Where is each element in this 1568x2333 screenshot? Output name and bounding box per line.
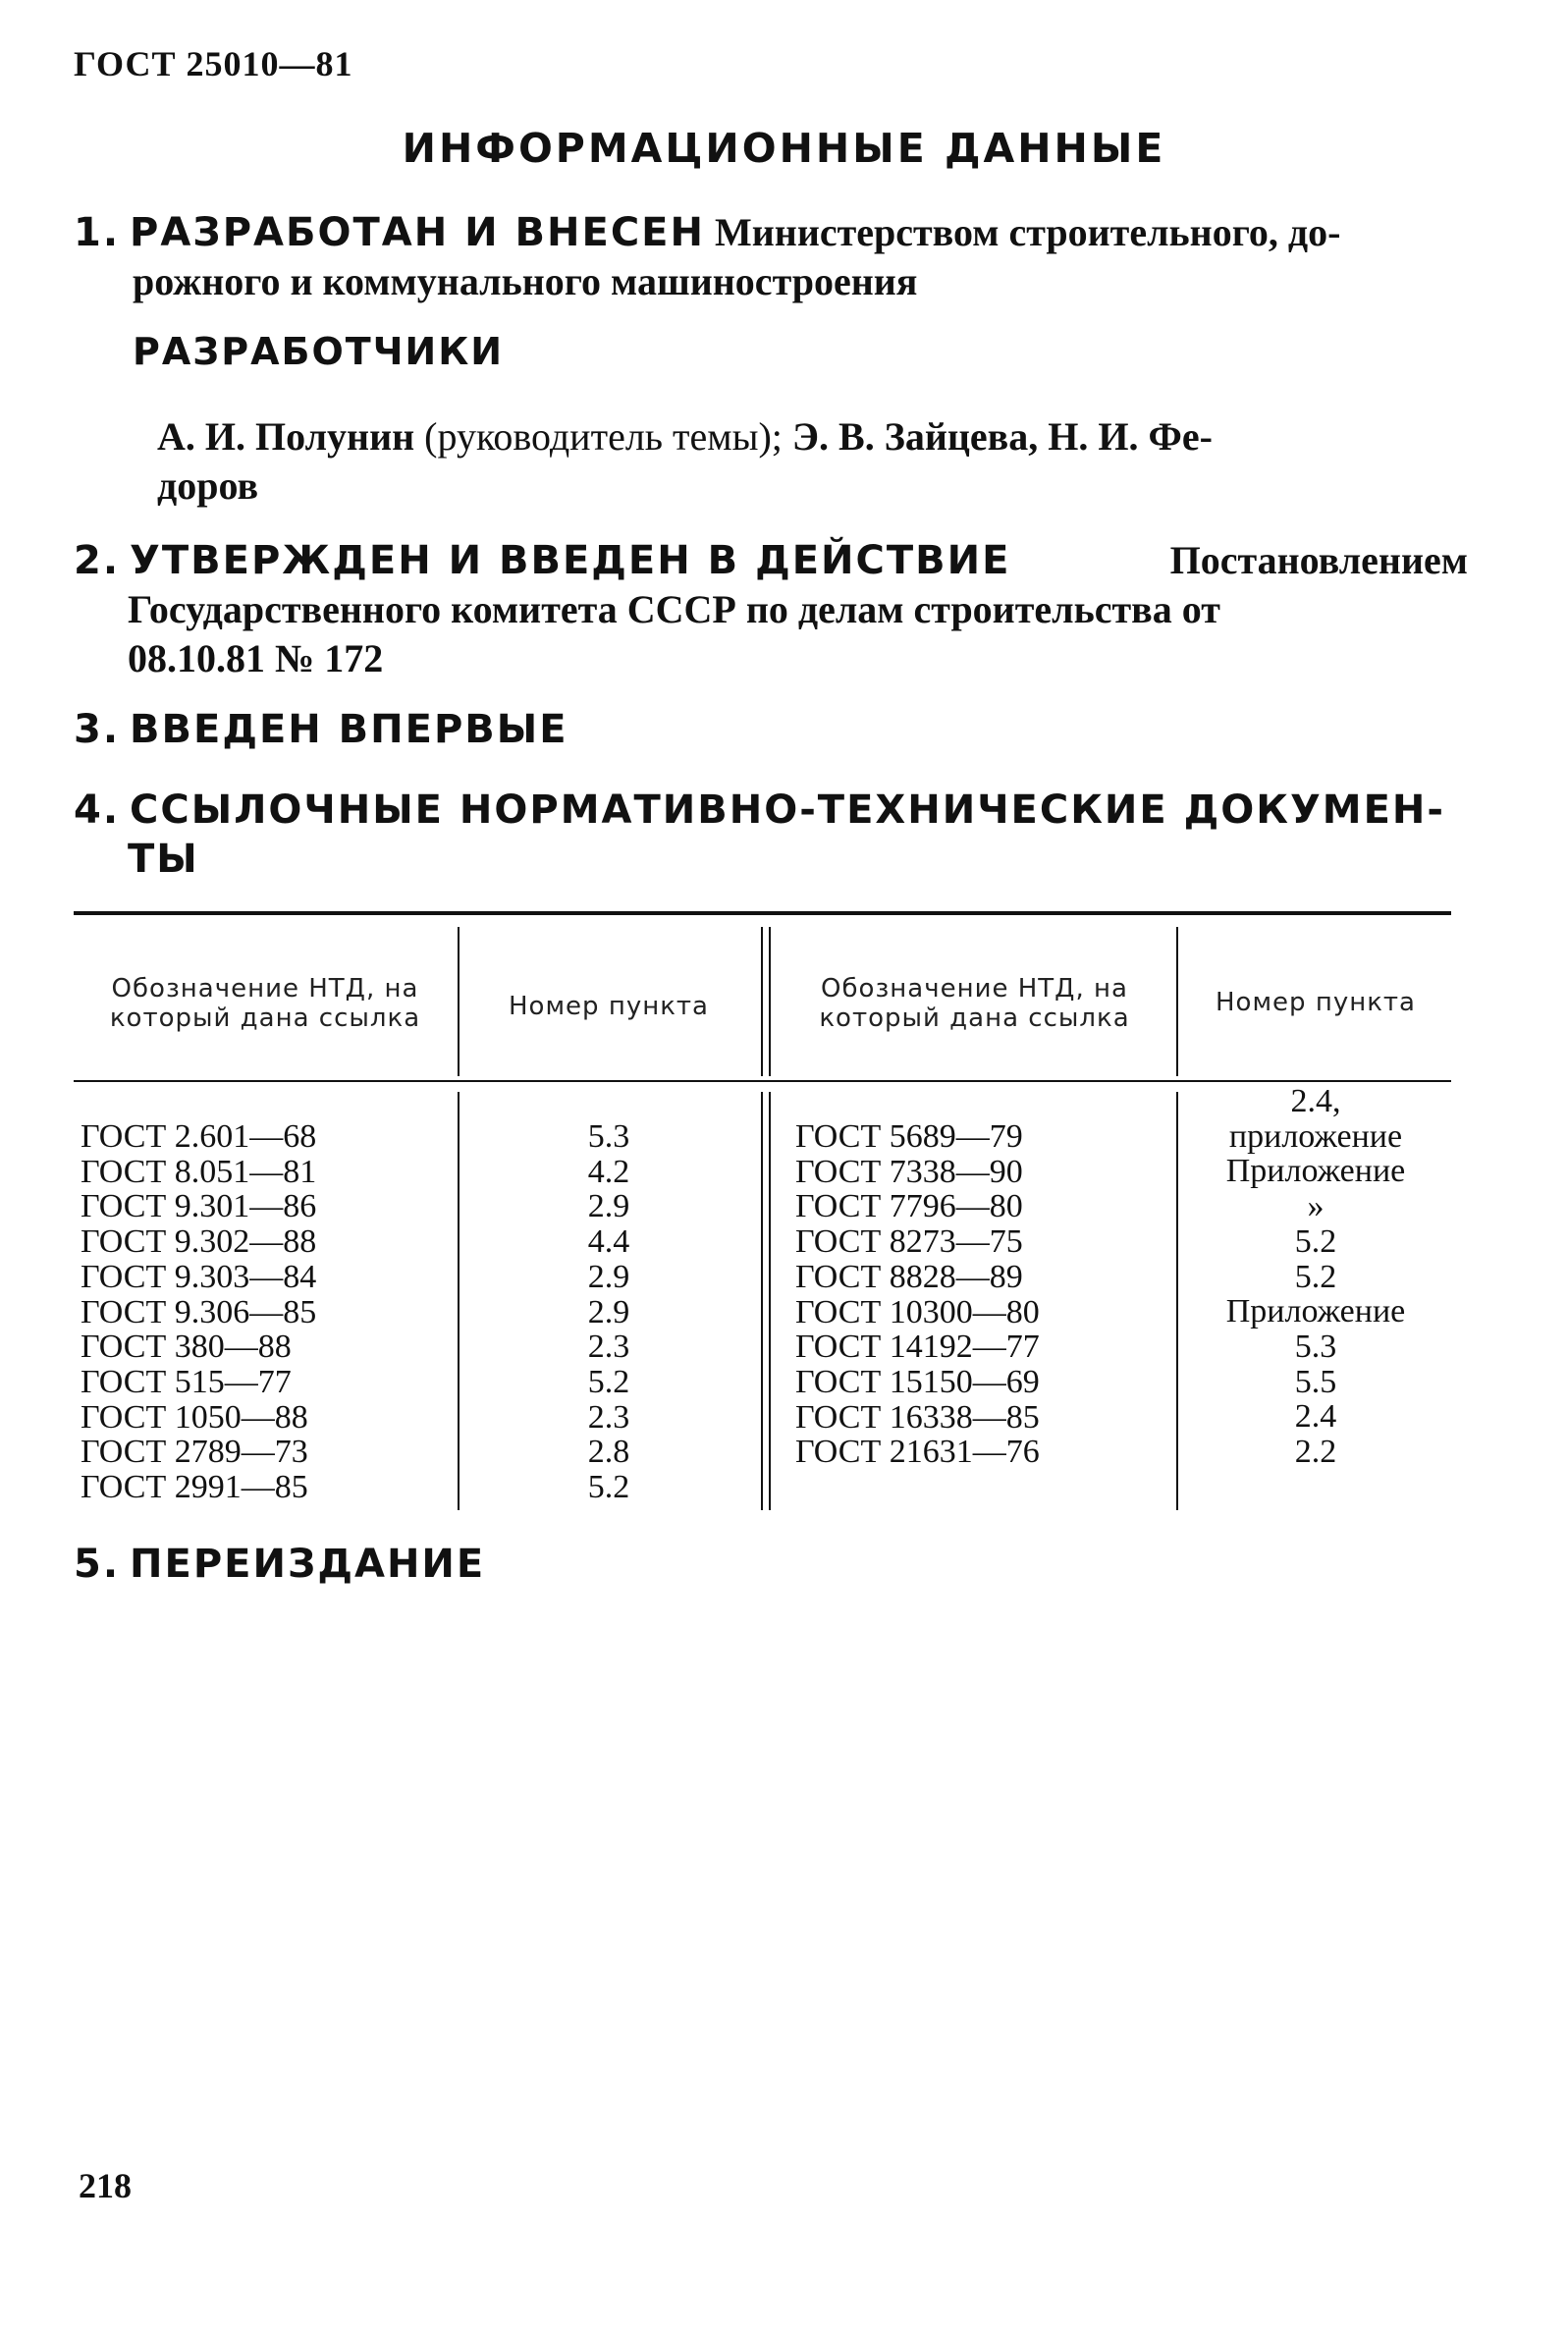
table-cell-doc: ГОСТ 9.306—85 [81, 1293, 317, 1330]
table-cell-doc: ГОСТ 14192—77 [795, 1329, 1040, 1366]
table-cell-clause: 5.2 [587, 1363, 630, 1400]
table-cell-clause: 5.2 [1294, 1222, 1337, 1260]
left-docs-column [81, 1119, 316, 1505]
table-cell-clause: 5.5 [1294, 1363, 1337, 1400]
table-cell-clause: 2.4 [1294, 1398, 1337, 1436]
header-doc-left-line1: Обозначение НТД, на [111, 974, 419, 1004]
section-4 [74, 786, 1468, 884]
section-1 [74, 208, 1468, 306]
table-cell-doc: ГОСТ 7796—80 [795, 1188, 1023, 1225]
table-divider-1 [458, 927, 460, 1076]
section-4-number: 4. [74, 787, 121, 833]
table-cell-clause: 5.3 [1294, 1328, 1337, 1365]
table-cell-doc: ГОСТ 8273—75 [795, 1223, 1023, 1261]
table-cell-doc: ГОСТ 2991—85 [81, 1469, 308, 1506]
table-cell-doc: ГОСТ 7338—90 [795, 1153, 1023, 1190]
table-cell-clause: 2.9 [587, 1293, 630, 1330]
table-cell-clause: 2.3 [587, 1329, 630, 1366]
table-cell-doc: ГОСТ 15150—69 [795, 1363, 1040, 1400]
table-cell-clause: 5.2 [1294, 1258, 1337, 1295]
table-cell-clause: 2.4, [1290, 1083, 1341, 1119]
table-divider-2a [761, 927, 763, 1076]
section-4-heading-line2: ТЫ [128, 837, 199, 882]
table-cell-clause: Приложение [1225, 1293, 1406, 1330]
authors-others: Э. В. Зайцева, Н. И. Фе- [791, 414, 1213, 459]
table-cell-clause: 2.8 [587, 1434, 630, 1471]
section-5-heading: ПЕРЕИЗДАНИЕ [130, 1542, 486, 1587]
table-cell-doc: ГОСТ 2.601—68 [81, 1118, 317, 1155]
section-5 [74, 1540, 485, 1589]
section-3 [74, 705, 568, 754]
header-doc-left-line2: который дана ссылка [109, 1004, 421, 1033]
header-doc-right [776, 974, 1173, 1033]
table-cell-doc: ГОСТ 9.303—84 [81, 1258, 317, 1295]
table-cell-doc: ГОСТ 9.302—88 [81, 1223, 317, 1261]
table-cell-doc: ГОСТ 515—77 [81, 1363, 292, 1400]
section-5-number: 5. [74, 1542, 121, 1587]
table-divider-2b [769, 927, 771, 1076]
table-cell-clause: приложение [1228, 1117, 1403, 1155]
table-cell-clause: 2.3 [587, 1398, 630, 1436]
table-cell-doc: ГОСТ 2789—73 [81, 1434, 308, 1471]
header-clause-left: Номер пункта [508, 992, 709, 1021]
table-cell-doc: ГОСТ 5689—79 [795, 1118, 1023, 1155]
section-4-heading-line1: ССЫЛОЧНЫЕ НОРМАТИВНО-ТЕХНИЧЕСКИЕ ДОКУМЕН- [130, 787, 1445, 833]
table-cell-clause: 5.2 [587, 1469, 630, 1506]
table-cell-clause: 2.9 [587, 1188, 630, 1225]
table-divider-1b [458, 1092, 460, 1510]
section-1-heading: РАЗРАБОТАН И ВНЕСЕН [130, 210, 705, 255]
table-cell-clause: » [1307, 1188, 1325, 1225]
table-cell-doc: ГОСТ 21631—76 [795, 1434, 1040, 1471]
author-role: (руководитель темы); [414, 414, 792, 459]
section-2-text-line3: 08.10.81 № 172 [128, 636, 384, 680]
section-1-number: 1. [74, 210, 121, 255]
table-cell-doc: ГОСТ 1050—88 [81, 1398, 308, 1436]
header-doc-right-line2: который дана ссылка [819, 1004, 1130, 1033]
section-2 [74, 536, 1468, 683]
header-clause-right: Номер пункта [1215, 988, 1416, 1017]
section-2-number: 2. [74, 538, 121, 583]
table-cell-doc: ГОСТ 8.051—81 [81, 1153, 317, 1190]
table-cell-doc: ГОСТ 16338—85 [795, 1398, 1040, 1436]
developers-list [157, 412, 1453, 511]
table-top-rule [74, 911, 1451, 915]
developers-heading: РАЗРАБОТЧИКИ [133, 330, 505, 373]
table-cell-doc: ГОСТ 380—88 [81, 1329, 292, 1366]
table-divider-2d [769, 1092, 771, 1510]
left-clauses-column [461, 1119, 756, 1505]
table-cell-clause: 4.4 [587, 1223, 630, 1261]
table-divider-3 [1176, 927, 1178, 1076]
table-cell-clause: 5.3 [587, 1118, 630, 1155]
section-2-text-line1: Постановлением [1169, 538, 1468, 582]
authors-line2: доров [157, 463, 259, 508]
page-title: ИНФОРМАЦИОННЫЕ ДАННЫЕ [402, 125, 1166, 172]
header-doc-left [79, 974, 452, 1033]
right-docs-column [795, 1119, 1040, 1470]
section-1-text-line2: рожного и коммунального машиностроения [133, 259, 918, 303]
table-cell-clause: 4.2 [587, 1153, 630, 1190]
table-cell-clause: Приложение [1225, 1153, 1406, 1190]
document-code-header: ГОСТ 25010—81 [74, 44, 353, 83]
author-polunin: А. И. Полунин [157, 414, 415, 459]
table-cell-clause: 2.2 [1294, 1434, 1337, 1471]
table-cell-doc: ГОСТ 10300—80 [795, 1293, 1040, 1330]
table-cell-clause: 2.9 [587, 1258, 630, 1295]
table-divider-3b [1176, 1092, 1178, 1510]
section-2-text-line2: Государственного комитета СССР по делам строительства от [128, 587, 1220, 631]
table-cell-doc: ГОСТ 8828—89 [795, 1258, 1023, 1295]
table-cell-doc: ГОСТ 9.301—86 [81, 1188, 317, 1225]
section-3-heading: ВВЕДЕН ВПЕРВЫЕ [130, 707, 568, 752]
section-1-text-line1: Министерством строительного, до- [714, 210, 1341, 254]
page-number: 218 [79, 2166, 132, 2205]
right-clauses-column [1180, 1084, 1451, 1470]
section-2-heading: УТВЕРЖДЕН И ВВЕДЕН В ДЕЙСТВИЕ [130, 538, 1011, 583]
header-doc-right-line1: Обозначение НТД, на [821, 974, 1128, 1004]
table-divider-2c [761, 1092, 763, 1510]
section-3-number: 3. [74, 707, 121, 752]
table-header-rule [74, 1080, 1451, 1082]
